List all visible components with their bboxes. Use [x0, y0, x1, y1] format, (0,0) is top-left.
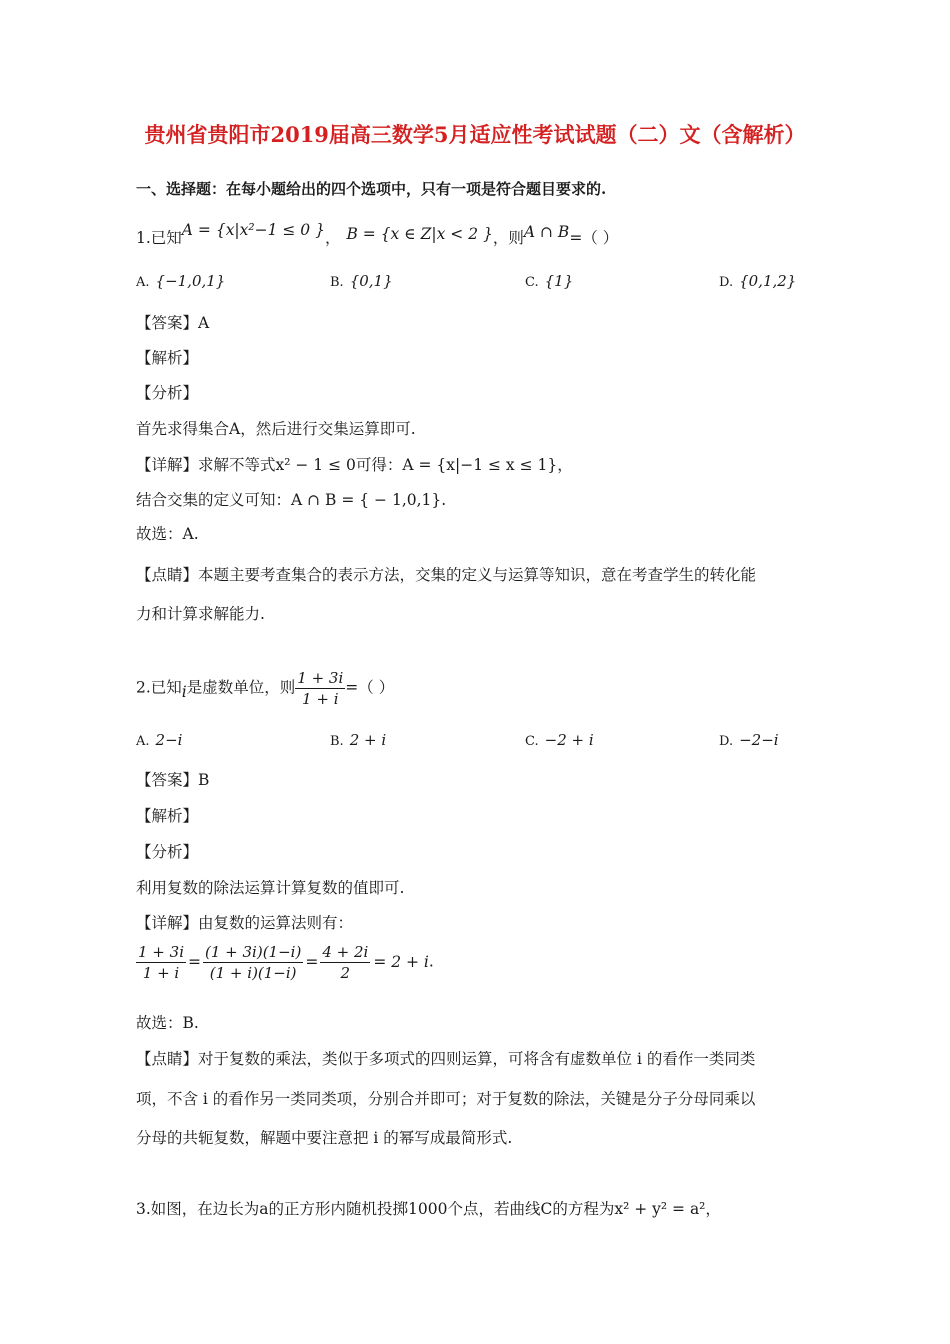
q2-option-b-value: 2 + i — [349, 731, 387, 749]
q2-eq-equals-1: = — [188, 952, 201, 971]
q2-comment-label: 【点睛】 — [136, 1050, 199, 1068]
q1-option-c: C. {1} — [525, 272, 574, 290]
q2-equation: $\frac{1 + 3i}{1 + i}$ = $\frac{(1 + 3i)(1-i)}{(1 + i)(1-i)}$ = $\frac{4 + 2i}{2}$ = 2 + i. — [138, 943, 434, 982]
q2-detail-text: 由复数的运算法则有： — [198, 914, 354, 932]
q2-answer: 【答案】B — [136, 771, 210, 789]
q2-option-c: C. −2 + i — [525, 731, 594, 749]
q1-stem-text1: 1.已知 — [136, 229, 182, 247]
q1-stem-text2: ，则 — [492, 229, 524, 247]
q2-comment-line2: 项，不含 i 的看作另一类同类项，分别合并即可；对于复数的除法，关键是分子分母同乘以 — [136, 1090, 756, 1108]
q2-fenxi-label: 【分析】 — [136, 843, 199, 861]
q2-jiexi-label: 【解析】 — [136, 807, 199, 825]
q1-option-d: D. {0,1,2} — [719, 272, 797, 290]
q1-stem — [136, 221, 619, 248]
q1-jiexi-label: 【解析】 — [136, 349, 199, 367]
q2-option-a: A. 2−i — [136, 731, 183, 749]
q2-option-a-value: 2−i — [155, 731, 183, 749]
q1-detail-text: 求解不等式x² − 1 ≤ 0可得：A = {x|−1 ≤ x ≤ 1}， — [198, 456, 573, 474]
q1-option-d-value: {0,1,2} — [739, 272, 797, 290]
q2-eq-fraction-3: $\frac{4 + 2i}{2}$ — [322, 943, 369, 982]
q1-expr: A ∩ B — [523, 223, 570, 241]
q2-comment-line3: 分母的共轭复数，解题中要注意把 i 的幂写成最简形式. — [136, 1129, 513, 1147]
q1-option-c-value: {1} — [544, 272, 574, 290]
q1-detail-2: 结合交集的定义可知：A ∩ B = { − 1,0,1}. — [136, 491, 447, 509]
section-heading: 一、选择题：在每小题给出的四个选项中，只有一项是符合题目要求的. — [136, 180, 607, 198]
q2-stem: 2.已知i是虚数单位，则 $\frac{1 + 3i}{1 + i}$ =（ ） — [136, 669, 395, 708]
q1-option-b-value: {0,1} — [349, 272, 393, 290]
q1-comment-label: 【点睛】 — [136, 566, 199, 584]
q1-comment-line1: 【点睛】本题主要考查集合的表示方法，交集的定义与运算等知识，意在考查学生的转化能 — [136, 566, 757, 584]
q2-detail-label: 【详解】 — [136, 914, 199, 932]
q1-detail-label: 【详解】 — [136, 456, 199, 474]
q2-eq-equals-2: = — [305, 952, 319, 971]
q2-eq-result: = 2 + i — [373, 952, 429, 971]
q1-comment-line2: 力和计算求解能力. — [136, 605, 265, 623]
q1-analysis: 首先求得集合A，然后进行交集运算即可. — [136, 420, 416, 438]
q1-option-a: A. {−1,0,1} — [136, 272, 226, 290]
q1-choose: 故选：A. — [136, 525, 199, 543]
q2-comment-line1: 【点睛】对于复数的乘法，类似于多项式的四则运算，可将含有虚数单位 i 的看作一类同类 — [136, 1050, 756, 1068]
q1-set-b: B = {x ∈ Z|x < 2 } — [346, 225, 493, 243]
q2-option-d-value: −2−i — [739, 731, 779, 749]
q2-i-symbol: i — [181, 682, 187, 701]
q1-fenxi-label: 【分析】 — [136, 384, 199, 402]
q1-option-b: B. {0,1} — [330, 272, 393, 290]
q2-fraction: $\frac{1 + 3i}{1 + i}$ — [297, 669, 344, 708]
q3-stem: 3.如图，在边长为a的正方形内随机投掷1000个点，若曲线C的方程为x² + y² = a²， — [136, 1200, 721, 1218]
q2-detail — [136, 911, 353, 933]
q1-answer: 【答案】A — [136, 314, 210, 332]
q2-option-d: D. −2−i — [719, 731, 779, 749]
q1-paren: =（ ） — [569, 229, 619, 247]
q2-eq-fraction-1: $\frac{1 + 3i}{1 + i}$ — [138, 943, 184, 982]
q1-detail — [136, 453, 573, 475]
q1-option-a-value: {−1,0,1} — [155, 272, 226, 290]
q2-option-c-value: −2 + i — [544, 731, 594, 749]
q2-choose: 故选：B. — [136, 1014, 199, 1032]
q2-eq-fraction-2: $\frac{(1 + 3i)(1-i)}{(1 + i)(1-i)}$ — [205, 943, 302, 982]
q1-sep: ， — [324, 229, 341, 247]
q2-option-b: B. 2 + i — [330, 731, 387, 749]
q2-analysis: 利用复数的除法运算计算复数的值即可. — [136, 879, 405, 897]
q1-set-a: A = {x|x²−1 ≤ 0 } — [181, 221, 325, 239]
document-title: 贵州省贵阳市2019届高三数学5月适应性考试试题（二）文（含解析） — [144, 122, 806, 147]
